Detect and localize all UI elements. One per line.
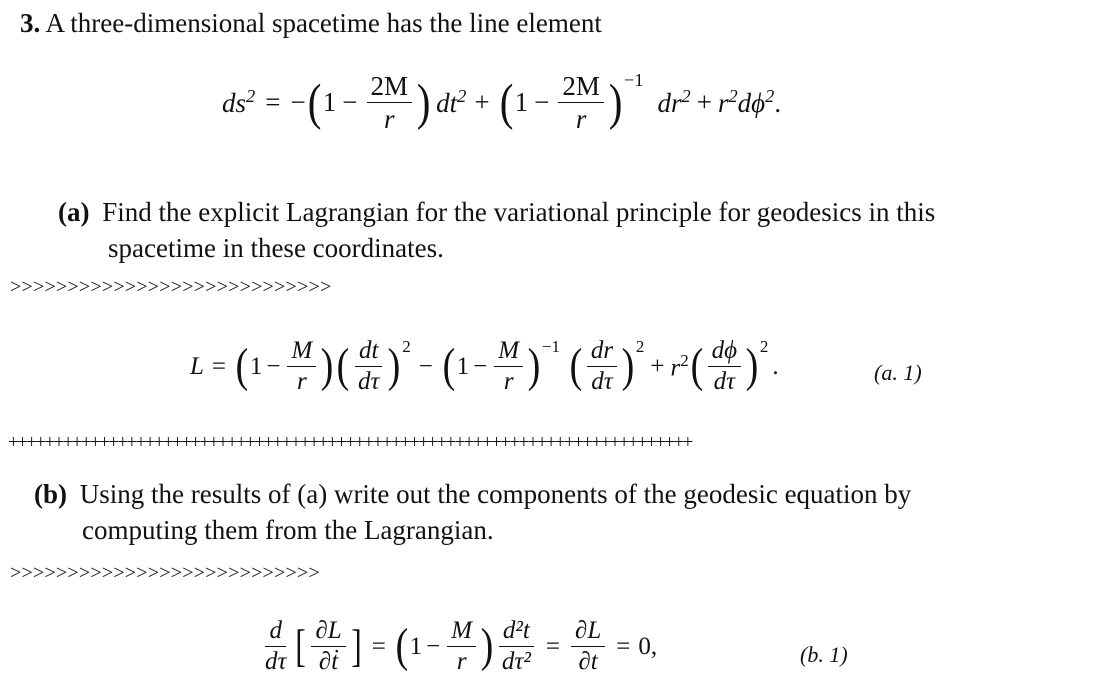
le-paren-close-2: )	[608, 74, 623, 132]
b1-bracket-close: ]	[350, 621, 362, 672]
a1-paren-open-2: (	[336, 340, 350, 392]
b1-eq-3: =	[616, 632, 631, 660]
part-a-question	[58, 194, 935, 266]
a1-paren-close-3: )	[527, 340, 541, 392]
le-frac-2: $\frac{2M}{r}$	[558, 72, 604, 134]
le-dr2: $dr^2$	[657, 86, 691, 119]
le-exp-neg1: −1	[623, 70, 644, 91]
le-plus-1: +	[474, 87, 490, 118]
b1-minus: −	[426, 632, 441, 660]
equation-a1	[190, 338, 779, 396]
separator-b: >>>>>>>>>>>>>>>>>>>>>>>>>>>	[10, 562, 320, 584]
le-minus-2: −	[534, 87, 550, 118]
line-element-equation	[222, 72, 781, 134]
le-r2dphi2: $r^2d\phi^2$.	[717, 86, 782, 119]
problem-number: 3.	[20, 8, 41, 38]
a1-one-1: 1	[249, 352, 263, 380]
a1-eq: =	[211, 352, 227, 380]
a1-paren-close-4: )	[621, 340, 635, 392]
le-eq: =	[265, 87, 281, 118]
le-paren-open-2: (	[499, 74, 513, 132]
b1-frac-M-r: $\frac{M}{r}$	[447, 618, 476, 676]
problem-intro: A three-dimensional spacetime has the line element	[45, 8, 602, 38]
part-b-text-line1: Using the results of (a) write out the components of the geodesic equation by	[79, 479, 912, 509]
a1-frac-dphi-dtau: $\frac{d\phi}{d\tau}$	[708, 338, 741, 396]
separator-a: >>>>>>>>>>>>>>>>>>>>>>>>>>>>	[10, 276, 332, 298]
a1-sq-2: 2	[635, 336, 645, 356]
problem-statement	[20, 8, 602, 39]
a1-paren-open-4: (	[569, 340, 583, 392]
part-a-text-line1: Find the explicit Lagrangian for the variational principle for geodesics in this	[102, 197, 936, 227]
b1-frac-dL-dt: $\frac{\partial L}{\partial t}$	[571, 618, 605, 676]
le-paren-open-1: (	[307, 74, 322, 132]
a1-one-2: 1	[456, 352, 470, 380]
a1-minus-1: −	[266, 352, 281, 380]
a1-end: .	[772, 352, 779, 380]
le-neg: −	[290, 87, 306, 118]
b1-paren-close: )	[480, 620, 494, 672]
a1-paren-open-5: (	[690, 340, 703, 392]
a1-paren-close-2: )	[387, 340, 401, 392]
a1-frac-dt-dtau: $\frac{dt}{d\tau}$	[354, 338, 383, 396]
b1-zero: 0,	[638, 632, 658, 660]
b1-frac-d2t-dtau2: $\frac{\text{d²t}}{\text{dτ²}}$	[498, 618, 535, 676]
a1-frac-dr-dtau: $\frac{dr}{d\tau}$	[587, 338, 617, 396]
b1-eq-1: =	[371, 632, 386, 660]
part-a-label: (a)	[58, 197, 90, 227]
b1-one: 1	[409, 632, 423, 660]
part-b-label: (b)	[34, 479, 67, 509]
a1-sq-3: 2	[759, 336, 769, 356]
le-frac-1: $\frac{2M}{r}$	[367, 72, 413, 134]
b1-eq-2: =	[545, 632, 560, 660]
le-dt2: $dt^2$	[436, 86, 467, 119]
a1-paren-open-3: (	[442, 340, 456, 392]
part-b-question	[34, 476, 911, 548]
separator-plus: +++++++++++++++++++++++++++++++++++++++++++++++++++++++++++++++++++++++++++	[8, 432, 692, 453]
equation-a1-tag: (a. 1)	[874, 360, 922, 385]
a1-paren-open-1: (	[235, 340, 249, 392]
a1-paren-close-1: )	[320, 340, 334, 392]
le-one-2: 1	[514, 87, 529, 118]
equation-b1-tag: (b. 1)	[800, 642, 848, 667]
a1-sq-1: 2	[402, 336, 411, 356]
a1-L: L	[190, 352, 204, 380]
b1-paren-open: (	[395, 620, 409, 672]
le-paren-close-1: )	[416, 74, 431, 132]
a1-frac-M-r-2: $\frac{M}{r}$	[494, 338, 523, 396]
le-lhs: $ds^2$	[222, 86, 256, 119]
a1-plus: +	[650, 352, 665, 380]
a1-r2: $r^2$	[670, 351, 689, 382]
le-minus-1: −	[342, 87, 358, 118]
b1-frac-d-dtau: $\frac{d}{d\tau}$	[265, 617, 287, 676]
a1-minus-2: −	[418, 352, 433, 380]
equation-b1	[258, 618, 657, 676]
b1-frac-dL-dtdot: $\frac{\partial L}{\text{∂ṫ}}$	[311, 618, 345, 676]
b1-bracket-open: [	[295, 621, 307, 672]
a1-minus-3: −	[473, 352, 488, 380]
part-b-text-line2: computing them from the Lagrangian.	[82, 515, 494, 545]
a1-frac-M-r-1: $\frac{M}{r}$	[287, 338, 316, 396]
part-a-text-line2: spacetime in these coordinates.	[108, 233, 444, 263]
le-plus-2: +	[696, 87, 712, 118]
a1-paren-close-5: )	[745, 340, 759, 392]
le-one-1: 1	[322, 87, 337, 118]
a1-exp-neg1: −1	[541, 336, 561, 356]
